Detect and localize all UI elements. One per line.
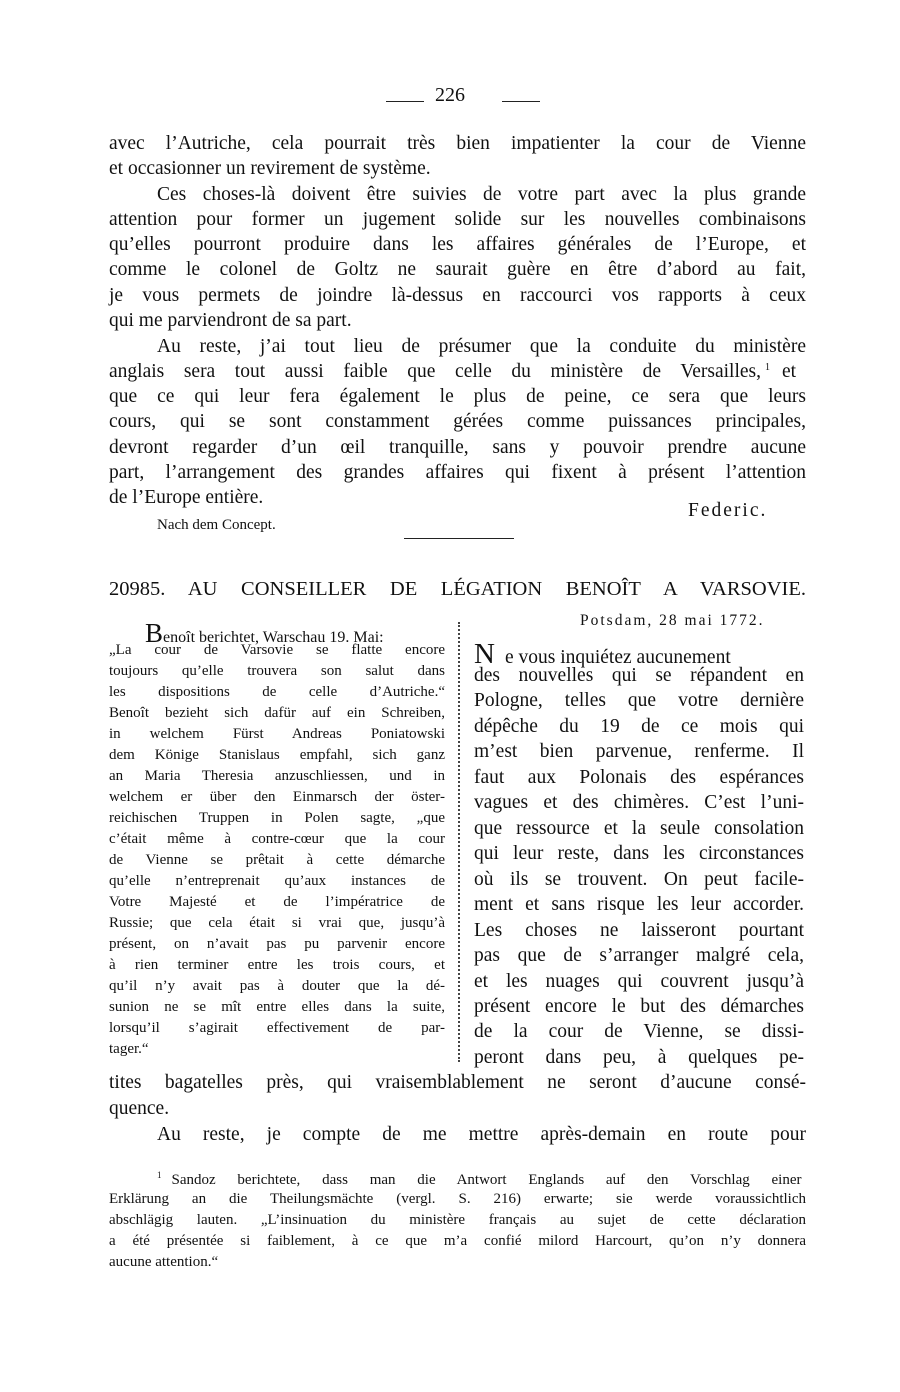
footnote-line: Sandoz berichtete, dass man die Antwort Englands auf den Vorschlag einer (171, 1172, 802, 1188)
left-col-line: Votre Majesté et de l’impératrice de (109, 894, 445, 910)
intro-line-with-note (109, 361, 806, 383)
right-col-line: e vous inquiétez aucunement (504, 647, 731, 668)
right-col-line: peront dans peu, à quelques pe- (474, 1047, 804, 1068)
page-number: 226 (435, 84, 465, 106)
footnote-line: Erklärung an die Theilungsmächte (vergl. S. 216) erwarte; sie werde voraussichtlich (109, 1191, 806, 1207)
intro-line: avec l’Autriche, cela pourrait très bien impatienter la cour de Vienne (109, 133, 806, 154)
left-col-line: lorsqu’il s’agirait effectivement de par- (109, 1020, 445, 1036)
intro-line: qui me parviendront de sa part. (109, 310, 352, 331)
right-dropcap: N (474, 638, 495, 670)
intro-line: et occasionner un revirement de système. (109, 158, 431, 179)
left-col-line: enoît berichtet, Warschau 19. Mai: (163, 629, 384, 646)
intro-line: anglais sera tout aussi faible que celle du ministère de Versailles, (109, 361, 761, 382)
dateline: Potsdam, 28 mai 1772. (580, 612, 765, 629)
signature: Federic. (688, 500, 768, 521)
left-col-line: reichischen Truppen in Polen sagte, „que (109, 810, 445, 826)
right-col-line: dépêche du 19 de ce mois qui (474, 716, 804, 737)
left-col-line: an Maria Theresia anzuschliessen, und in (109, 768, 445, 784)
footnote-line: a été présentée si faiblement, à ce que m’a confié milord Harcourt, qu’on n’y donnera (109, 1233, 806, 1249)
left-col-line: welchem er über den Einmarsch der öster- (109, 789, 445, 805)
intro-line: que ce qui leur fera également le plus de peine, ce sera que leurs (109, 386, 806, 407)
left-col-line: qu’il n’y avait pas à douter que la dé- (109, 978, 445, 994)
right-col-line: des nouvelles qui se répandent en (474, 665, 804, 686)
left-col-line: de Vienne se prêtait à cette démarche (109, 852, 445, 868)
right-col-line: faut aux Polonais des espérances (474, 767, 804, 788)
right-col-line: vagues et des chimères. C’est l’uni- (474, 792, 804, 813)
left-col-line: Russie; que cela était si vrai que, jusqu’à (109, 915, 445, 931)
right-col-line: et les nuages qui couvrent jusqu’à (474, 971, 804, 992)
source-note: Nach dem Concept. (157, 517, 276, 533)
intro-line: comme le colonel de Goltz ne saurait guère en être d’abord au fait, (109, 259, 806, 280)
body-line: Au reste, je compte de me mettre après-demain en route pour (157, 1124, 806, 1145)
right-col-line: que ressource et la seule consolation (474, 818, 804, 839)
column-separator (458, 622, 460, 1062)
intro-line: attention pour former un jugement solide sur les nouvelles combinaisons (109, 209, 806, 230)
intro-line: devront regarder d’un œil tranquille, sans y pouvoir prendre aucune (109, 437, 806, 458)
left-col-line: „La cour de Varsovie se flatte encore (109, 642, 445, 658)
footnote-first-line (157, 1170, 806, 1189)
letter-heading: 20985. AU CONSEILLER DE LÉGATION BENOÎT A VARSOVIE. (109, 578, 806, 600)
left-col-line: dem Könige Stanislaus empfahl, sich ganz (109, 747, 445, 763)
left-col-line: présent, on n’avait pas pu parvenir encore (109, 936, 445, 952)
left-col-line: c’était même à contre-cœur que la cour (109, 831, 445, 847)
intro-line: je vous permets de joindre là-dessus en raccourci vos rapports à ceux (109, 285, 806, 306)
footnote-marker: 1 (765, 361, 770, 373)
right-col-line: Pologne, telles que votre dernière (474, 690, 804, 711)
right-col-line: de la cour de Vienne, se dissi- (474, 1021, 804, 1042)
left-col-line: toujours qu’elle trouvera son salut dans (109, 663, 445, 679)
intro-line: de l’Europe entière. (109, 487, 264, 508)
right-col-line: ment et sans risque les leur accorder. (474, 894, 804, 915)
section-divider (404, 538, 514, 539)
footnote-line: aucune attention.“ (109, 1254, 219, 1270)
after-marker: et (782, 361, 797, 382)
header-rule-right (502, 101, 540, 102)
intro-line: Ces choses-là doivent être suivies de votre part avec la plus grande (157, 184, 806, 205)
body-line: quence. (109, 1098, 170, 1119)
right-col-line: présent encore le but des démarches (474, 996, 804, 1017)
intro-line: Au reste, j’ai tout lieu de présumer que la conduite du ministère (157, 336, 806, 357)
left-col-line: les dispositions de celle d’Autriche.“ (109, 684, 445, 700)
left-dropcap: B (145, 618, 164, 648)
right-col-line: où ils se trouvent. On peut facile- (474, 869, 804, 890)
left-col-line: Benoît bezieht sich dafür auf ein Schreiben, (109, 705, 445, 721)
left-col-line: in welchem Fürst Andreas Poniatowski (109, 726, 445, 742)
footnote-number: 1 (157, 1170, 162, 1180)
body-line: tites bagatelles près, qui vraisemblablement ne seront d’aucune consé- (109, 1072, 806, 1093)
intro-line: cours, qui se sont constamment gérées comme puissances principales, (109, 411, 806, 432)
right-col-line: Les choses ne laisseront pourtant (474, 920, 804, 941)
left-col-line: à rien terminer entre les trois cours, et (109, 957, 445, 973)
right-col-line: qui leur reste, dans les circonstances (474, 843, 804, 864)
left-col-line: sunion ne se mît entre elles dans la suite, (109, 999, 445, 1015)
left-col-line: tager.“ (109, 1041, 149, 1057)
intro-line: qu’elles pourront produire dans les affaires générales de l’Europe, et (109, 234, 806, 255)
right-col-line: m’est bien parvenue, renferme. Il (474, 741, 804, 762)
left-col-line: qu’elle n’entreprenait qu’aux instances de (109, 873, 445, 889)
footnote-line: abschlägig lauten. „L’insinuation du ministère français au sujet de cette déclaration (109, 1212, 806, 1228)
right-col-line: pas que de s’arranger malgré cela, (474, 945, 804, 966)
intro-line: part, l’arrangement des grandes affaires qui fixent à présent l’attention (109, 462, 806, 483)
